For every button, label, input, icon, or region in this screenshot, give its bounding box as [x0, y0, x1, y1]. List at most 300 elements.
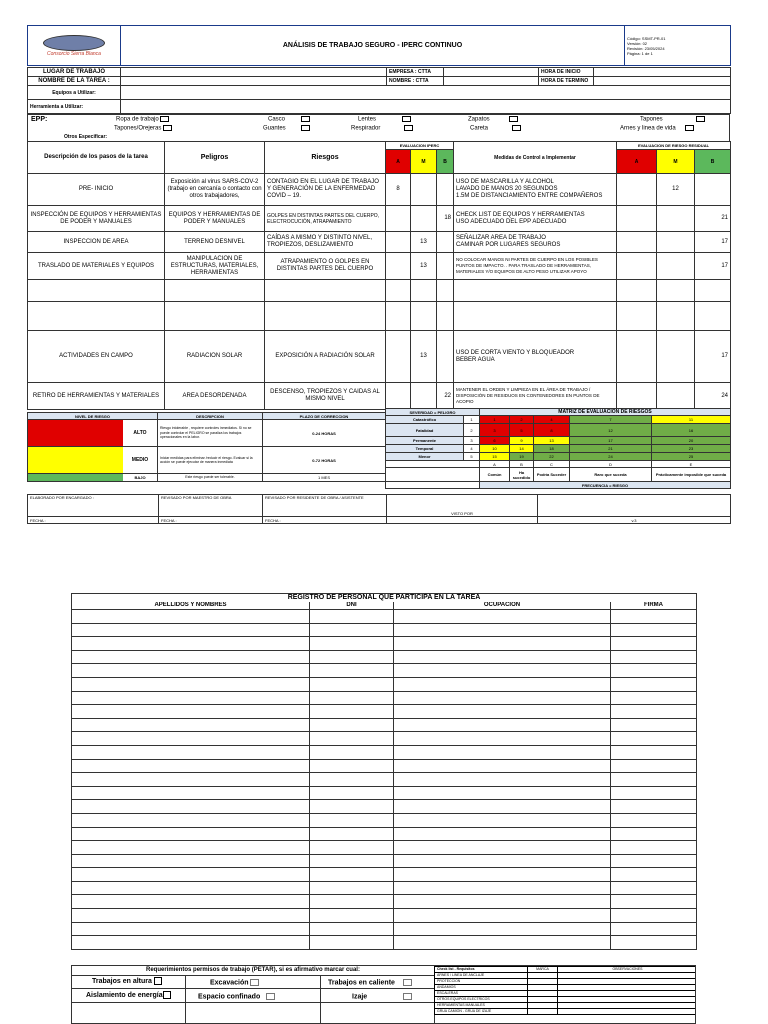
freq-letter-d: D: [570, 461, 652, 468]
epp-tapones-checkbox[interactable]: [696, 116, 705, 122]
name-cell[interactable]: [72, 745, 310, 759]
res-b-value: 17: [695, 253, 731, 280]
matrix-cell: 19: [510, 453, 534, 461]
doc-code: Código: SSMT-PR-01: [627, 35, 666, 41]
ocupacion-cell[interactable]: [394, 610, 611, 624]
register-row: [72, 650, 697, 664]
matrix-cell: 24: [570, 453, 652, 461]
register-row: [72, 895, 697, 909]
res-a-value: [617, 206, 657, 232]
medida: SEÑALIZAR AREA DE TRABAJO CAMINAR POR LUGARES SEGUROS: [454, 232, 617, 253]
epp-careta-checkbox[interactable]: [512, 125, 521, 131]
dni-cell[interactable]: [310, 745, 394, 759]
lugar-label: LUGAR DE TRABAJO: [28, 68, 121, 77]
dni-cell[interactable]: [310, 610, 394, 624]
permiso-altura[interactable]: Trabajos en altura: [92, 977, 162, 986]
dni-cell[interactable]: [310, 718, 394, 732]
medida: [454, 280, 617, 302]
ocupacion-cell[interactable]: [394, 841, 611, 855]
name-cell[interactable]: [72, 922, 310, 936]
res-m-value: [657, 206, 695, 232]
epp-casco[interactable]: Casco: [268, 116, 310, 124]
lugar-field[interactable]: [121, 68, 387, 77]
firma-cell[interactable]: [611, 881, 697, 895]
ocupacion-cell[interactable]: [394, 759, 611, 773]
severity-label: Fatalidad: [386, 424, 464, 437]
register-row: [72, 841, 697, 855]
riesgo: DESCENSO, TROPIEZOS Y CAIDAS AL MISMO NIVEL: [265, 383, 386, 410]
medida: MANTENER EL ORDEN Y LIMPIEZA EN EL ÁREA DE TRABAJO / DISPOSICIÓN DE RESIDUOS EN CONTENEDORES EN PUNTOS DE ACOPIO: [454, 383, 617, 410]
equipos-field[interactable]: [121, 86, 731, 100]
matrix-cell: 18: [534, 445, 570, 453]
res-m-value: [657, 302, 695, 331]
epp-zapatos[interactable]: Zapatos: [468, 116, 518, 124]
matrix-cell: 17: [570, 437, 652, 445]
name-cell[interactable]: [72, 786, 310, 800]
firma-cell[interactable]: [611, 786, 697, 800]
ocupacion-cell[interactable]: [394, 677, 611, 691]
riesgo: EXPOSICIÓN A RADIACIÓN SOLAR: [265, 331, 386, 383]
register-row: [72, 718, 697, 732]
risk-row: [28, 253, 731, 280]
matrix-cell: 1: [480, 416, 510, 424]
permiso-excavacion[interactable]: Excavación: [210, 979, 259, 987]
epp-guantes-checkbox[interactable]: [301, 125, 310, 131]
marca-head: MARCA: [528, 967, 558, 973]
res-m-value: [657, 383, 695, 410]
permiso-izaje[interactable]: Izaje: [352, 993, 412, 1001]
freq-podria: Podría Suceder: [534, 468, 570, 482]
dni-cell[interactable]: [310, 868, 394, 882]
ocupacion-cell[interactable]: [394, 909, 611, 923]
dni-cell[interactable]: [310, 909, 394, 923]
eval-m-value: [411, 302, 437, 331]
ocupacion-cell[interactable]: [394, 854, 611, 868]
dni-cell[interactable]: [310, 759, 394, 773]
register-row: [72, 677, 697, 691]
eval-a-value: [386, 331, 411, 383]
register-row: [72, 732, 697, 746]
ocupacion-cell[interactable]: [394, 637, 611, 651]
register-row: [72, 664, 697, 678]
col-riesgos: Riesgos: [265, 142, 386, 174]
col-apellidos: APELLIDOS Y NOMBRES: [72, 602, 310, 610]
permiso-confinado[interactable]: Espacio confinado: [198, 993, 275, 1001]
freq-comun: Común: [480, 468, 510, 482]
ocupacion-cell[interactable]: [394, 705, 611, 719]
checklist-head: Check list - Requisitos: [435, 967, 528, 973]
name-cell[interactable]: [72, 936, 310, 950]
hora-termino-label: HORA DE TERMINO: [539, 77, 594, 86]
step-desc: TRASLADO DE MATERIALES Y EQUIPOS: [28, 253, 165, 280]
matrix-cell: 22: [534, 453, 570, 461]
col-firma: FIRMA: [611, 602, 697, 610]
res-b-value: 17: [695, 232, 731, 253]
matrix-cell: 7: [570, 416, 652, 424]
checklist-table: [434, 966, 696, 1015]
ocupacion-cell[interactable]: [394, 800, 611, 814]
freq-letter-a: A: [480, 461, 510, 468]
name-cell[interactable]: [72, 841, 310, 855]
res-a-value: [617, 331, 657, 383]
firma-cell[interactable]: [611, 773, 697, 787]
permiso-aislamiento[interactable]: Aislamiento de energía: [86, 991, 171, 1000]
caliente-checkbox[interactable]: [403, 979, 412, 986]
firma-cell[interactable]: [611, 936, 697, 950]
name-cell[interactable]: [72, 610, 310, 624]
name-cell[interactable]: [72, 759, 310, 773]
matrix-cell: 2: [510, 416, 534, 424]
checklist-mark[interactable]: [528, 1009, 558, 1015]
fecha-residente[interactable]: FECHA :: [263, 517, 387, 524]
severity-number: 3: [464, 437, 480, 445]
riesgo: GOLPES EN DISTINTAS PARTES DEL CUERPO, ELECTROCUCIÓN, ATRAPAMIENTO: [265, 206, 386, 232]
hora-inicio-label: HORA DE INICIO: [539, 68, 594, 77]
step-desc: PRE- INICIO: [28, 174, 165, 206]
dni-cell[interactable]: [310, 895, 394, 909]
register-row: [72, 637, 697, 651]
name-cell[interactable]: [72, 909, 310, 923]
peligro: [165, 302, 265, 331]
epp-lentes-checkbox[interactable]: [402, 116, 411, 122]
firma-cell[interactable]: [611, 745, 697, 759]
peligro: EQUIPOS Y HERRAMIENTAS DE PODER Y MANUALES: [165, 206, 265, 232]
matrix-cell: 10: [480, 445, 510, 453]
dni-cell[interactable]: [310, 936, 394, 950]
matrix-cell: 23: [652, 445, 731, 453]
matriz-title: MATRIZ DE EVALUACIÓN DE RIESGOS: [480, 409, 731, 416]
eval-b-value: 18: [437, 206, 454, 232]
eval-b-value: [437, 302, 454, 331]
ocupacion-cell[interactable]: [394, 786, 611, 800]
risk-row: [28, 206, 731, 232]
firma-cell[interactable]: [611, 759, 697, 773]
nivel-head: NIVEL DE RIESGO: [28, 413, 158, 420]
epp-casco-checkbox[interactable]: [301, 116, 310, 122]
dni-cell[interactable]: [310, 813, 394, 827]
medio-desc: Iniciar medidas para eliminar /reducir el riesgo. Evaluar si la acción se puede ejecutar de manera inmediata: [158, 447, 263, 474]
epp-arnes-checkbox[interactable]: [685, 125, 694, 131]
name-cell[interactable]: [72, 895, 310, 909]
tarea-field[interactable]: [121, 77, 387, 86]
register-row: [72, 786, 697, 800]
res-b: B: [695, 150, 731, 174]
dni-cell[interactable]: [310, 922, 394, 936]
confinado-checkbox[interactable]: [266, 993, 275, 1000]
ocupacion-cell[interactable]: [394, 745, 611, 759]
severidad-head: SEVERIDAD = PELIGRO: [386, 409, 480, 416]
firma-cell[interactable]: [611, 732, 697, 746]
eval-m-value: [411, 280, 437, 302]
izaje-checkbox[interactable]: [403, 993, 412, 1000]
checklist-item: ESCALERAS: [435, 991, 528, 997]
register-row: [72, 909, 697, 923]
res-a-value: [617, 174, 657, 206]
eval-m-value: [411, 174, 437, 206]
firma-cell[interactable]: [611, 705, 697, 719]
firma-cell[interactable]: [611, 813, 697, 827]
medio-plazo: 0-72 HORAS: [263, 447, 386, 474]
res-m-value: [657, 280, 695, 302]
freq-ha-sucedido: Ha sucedido: [510, 468, 534, 482]
revisado-maestro-field[interactable]: REVISADO POR MAESTRO DE OBRA: [159, 495, 263, 517]
signature-table: [27, 494, 731, 524]
register-row: [72, 759, 697, 773]
riesgo: [265, 280, 386, 302]
res-a-value: [617, 232, 657, 253]
fecha-maestro[interactable]: FECHA :: [159, 517, 263, 524]
register-row: [72, 881, 697, 895]
dni-cell[interactable]: [310, 677, 394, 691]
name-cell[interactable]: [72, 677, 310, 691]
eval-m-value: 13: [411, 253, 437, 280]
empresa-field[interactable]: [444, 68, 539, 77]
name-cell[interactable]: [72, 827, 310, 841]
firma-cell[interactable]: [611, 610, 697, 624]
eval-b-value: [437, 331, 454, 383]
tarea-label: NOMBRE DE LA TAREA :: [28, 77, 121, 86]
firma-cell[interactable]: [611, 895, 697, 909]
peligro: AREA DESORDENADA: [165, 383, 265, 410]
ocupacion-cell[interactable]: [394, 623, 611, 637]
dni-cell[interactable]: [310, 637, 394, 651]
fecha-elaborado[interactable]: FECHA :: [28, 517, 159, 524]
ocupacion-cell[interactable]: [394, 664, 611, 678]
name-cell[interactable]: [72, 813, 310, 827]
version-label: v.3: [538, 517, 731, 524]
dni-cell[interactable]: [310, 881, 394, 895]
dni-cell[interactable]: [310, 732, 394, 746]
name-cell[interactable]: [72, 800, 310, 814]
matrix-cell: 4: [534, 416, 570, 424]
personnel-register: [71, 593, 697, 950]
bajo-desc: Este riesgo puede ser tolerable.: [158, 474, 263, 482]
firma-cell[interactable]: [611, 623, 697, 637]
epp-orejeras-checkbox[interactable]: [163, 125, 172, 131]
peligro: TERRENO DESNIVEL: [165, 232, 265, 253]
herramienta-label: Herramienta a Utilizar:: [28, 100, 121, 114]
excavacion-checkbox[interactable]: [250, 979, 259, 986]
empresa-label: EMPRESA : CTTA: [387, 68, 444, 77]
matrix-cell: 5: [510, 424, 534, 437]
epp-respirador-checkbox[interactable]: [404, 125, 413, 131]
ocupacion-cell[interactable]: [394, 895, 611, 909]
bajo-plazo: 1 MES: [263, 474, 386, 482]
doc-page: Página: 1 de 1: [627, 50, 653, 56]
res-b-value: 21: [695, 206, 731, 232]
res-a-value: [617, 383, 657, 410]
dni-cell[interactable]: [310, 691, 394, 705]
medida: USO DE MASCARILLA Y ALCOHOL LAVADO DE MANOS 20 SEGUNDOS 1.5M DE DISTANCIAMIENTO ENTRE COMPAÑEROS: [454, 174, 617, 206]
eval-a-value: [386, 280, 411, 302]
severity-label: Catastrófico: [386, 416, 464, 424]
name-cell[interactable]: [72, 881, 310, 895]
name-cell[interactable]: [72, 650, 310, 664]
firma-cell[interactable]: [611, 854, 697, 868]
ocupacion-cell[interactable]: [394, 773, 611, 787]
res-m-value: [657, 232, 695, 253]
register-row: [72, 813, 697, 827]
eval-m-value: [411, 206, 437, 232]
firma-cell[interactable]: [611, 841, 697, 855]
checklist-item: PROTECCION: [435, 979, 528, 985]
epp-tapones[interactable]: Tapones: [640, 116, 705, 124]
col-ocupacion: OCUPACION: [394, 602, 611, 610]
ocupacion-cell[interactable]: [394, 813, 611, 827]
otros-label: Otros Especificar:: [64, 134, 108, 140]
eval-b: B: [437, 150, 454, 174]
epp-arnes[interactable]: Arnes y linea de vida: [620, 125, 694, 133]
work-info-table: [27, 67, 731, 114]
severity-number: 5: [464, 453, 480, 461]
eval-a-value: [386, 232, 411, 253]
descripcion-head: DESCRIPCION: [158, 413, 263, 420]
ocupacion-cell[interactable]: [394, 922, 611, 936]
epp-ropa[interactable]: Ropa de trabajo: [116, 116, 169, 124]
dni-cell[interactable]: [310, 800, 394, 814]
dni-cell[interactable]: [310, 786, 394, 800]
name-cell[interactable]: [72, 705, 310, 719]
register-row: [72, 936, 697, 950]
name-cell[interactable]: [72, 868, 310, 882]
risk-row: [28, 331, 731, 383]
document-title: ANÁLISIS DE TRABAJO SEGURO - IPERC CONTINUO: [121, 26, 625, 66]
epp-label: EPP:: [31, 116, 48, 123]
register-row: [72, 773, 697, 787]
nombre-field[interactable]: [444, 77, 539, 86]
doc-version: Versión: 02: [627, 40, 648, 46]
observaciones-head: OBSERVACIONES: [558, 967, 697, 973]
checklist-item: OTROS EQUIPOS ELECTRICOS: [435, 997, 528, 1003]
name-cell[interactable]: [72, 718, 310, 732]
matrix-cell: 21: [570, 445, 652, 453]
ocupacion-cell[interactable]: [394, 936, 611, 950]
name-cell[interactable]: [72, 854, 310, 868]
matrix-cell: 12: [570, 424, 652, 437]
matrix-cell: 6: [480, 437, 510, 445]
name-cell[interactable]: [72, 664, 310, 678]
nivel-riesgo-table: [27, 412, 386, 482]
name-cell[interactable]: [72, 773, 310, 787]
epp-careta[interactable]: Careta: [470, 125, 521, 133]
eval-a-value: 8: [386, 174, 411, 206]
herramienta-field[interactable]: [121, 100, 731, 114]
dni-cell[interactable]: [310, 773, 394, 787]
firma-cell[interactable]: [611, 637, 697, 651]
eval-m-value: 13: [411, 232, 437, 253]
name-cell[interactable]: [72, 691, 310, 705]
matrix-cell: 20: [652, 437, 731, 445]
firma-cell[interactable]: [611, 664, 697, 678]
res-b-value: [695, 302, 731, 331]
epp-zapatos-checkbox[interactable]: [509, 116, 518, 122]
ocupacion-cell[interactable]: [394, 718, 611, 732]
checklist-item: GRUA CAMION - GRUA DE IZAJE: [435, 1009, 528, 1015]
epp-lentes[interactable]: Lentes: [358, 116, 411, 124]
name-cell[interactable]: [72, 637, 310, 651]
elaborado-field[interactable]: ELABORADO POR ENCARGADO :: [28, 495, 159, 517]
dni-cell[interactable]: [310, 650, 394, 664]
eval-b-value: [437, 174, 454, 206]
risk-row: [28, 232, 731, 253]
ocupacion-cell[interactable]: [394, 868, 611, 882]
step-desc: ACTIVIDADES EN CAMPO: [28, 331, 165, 383]
dni-cell[interactable]: [310, 664, 394, 678]
nombre-label: NOMBRE : CTTA: [387, 77, 444, 86]
eval-b-value: 22: [437, 383, 454, 410]
dni-cell[interactable]: [310, 841, 394, 855]
dni-cell[interactable]: [310, 705, 394, 719]
freq-letter-b: B: [510, 461, 534, 468]
step-desc: RETIRO DE HERRAMIENTAS Y MATERIALES: [28, 383, 165, 410]
ocupacion-cell[interactable]: [394, 732, 611, 746]
ocupacion-cell[interactable]: [394, 827, 611, 841]
name-cell[interactable]: [72, 732, 310, 746]
firma-cell[interactable]: [611, 691, 697, 705]
altura-checkbox[interactable]: [154, 977, 162, 985]
firma-cell[interactable]: [611, 718, 697, 732]
dni-cell[interactable]: [310, 854, 394, 868]
col-desc: Descripción de los pasos de la tarea: [28, 142, 165, 174]
peligro: RADIACION SOLAR: [165, 331, 265, 383]
checklist-observation[interactable]: [558, 1009, 697, 1015]
firma-cell[interactable]: [611, 800, 697, 814]
name-cell[interactable]: [72, 623, 310, 637]
risk-row: [28, 383, 731, 410]
company-logo: Consorcio Sierra Blanca: [28, 26, 121, 66]
firma-cell[interactable]: [611, 909, 697, 923]
permiso-caliente[interactable]: Trabajos en caliente: [328, 979, 412, 987]
eval-b-value: [437, 253, 454, 280]
epp-orejeras[interactable]: Tapones/Orejeras: [114, 125, 172, 133]
res-b-value: 24: [695, 383, 731, 410]
severity-number: 1: [464, 416, 480, 424]
firma-cell[interactable]: [611, 677, 697, 691]
res-m-value: 12: [657, 174, 695, 206]
firma-cell[interactable]: [611, 827, 697, 841]
res-m-value: [657, 253, 695, 280]
revisado-residente-field[interactable]: REVISADO POR RESIDENTE DE OBRA / ASISTENTE: [263, 495, 387, 517]
firma-cell[interactable]: [611, 922, 697, 936]
matrix-cell: 8: [534, 424, 570, 437]
medida: NO COLOCAR MANOS NI PARTES DE CUERPO EN LOS POSIBLES PUNTOS DE IMPACTO. . PARA TRASLADO DE HERRAMIENTAS, MATERIALES Y/O EQUIPOS DE ALTO PESO UTILIZAR APOYO: [454, 253, 617, 280]
dni-cell[interactable]: [310, 623, 394, 637]
risk-row: [28, 280, 731, 302]
doc-revision: Revisión: 23/05/2024: [627, 45, 665, 51]
ocupacion-cell[interactable]: [394, 881, 611, 895]
eval-m: M: [411, 150, 437, 174]
freq-letter-c: C: [534, 461, 570, 468]
hora-inicio-field[interactable]: [594, 68, 731, 77]
register-row: [72, 745, 697, 759]
dni-cell[interactable]: [310, 827, 394, 841]
aislamiento-checkbox[interactable]: [163, 991, 171, 999]
eval-a-value: [386, 302, 411, 331]
firma-cell[interactable]: [611, 650, 697, 664]
matrix-cell: 25: [652, 453, 731, 461]
frecuencia-title: FRECUENCIA = RIESGO: [480, 482, 731, 489]
medio-label: MEDIO: [131, 457, 149, 463]
epp-guantes[interactable]: Guantes: [263, 125, 310, 133]
epp-ropa-checkbox[interactable]: [160, 116, 169, 122]
freq-imposible: Prácticamente imposible que suceda: [652, 468, 731, 482]
ocupacion-cell[interactable]: [394, 650, 611, 664]
ocupacion-cell[interactable]: [394, 691, 611, 705]
epp-respirador[interactable]: Respirador: [351, 125, 413, 133]
hora-termino-field[interactable]: [594, 77, 731, 86]
firma-cell[interactable]: [611, 868, 697, 882]
eval-m-value: 13: [411, 331, 437, 383]
